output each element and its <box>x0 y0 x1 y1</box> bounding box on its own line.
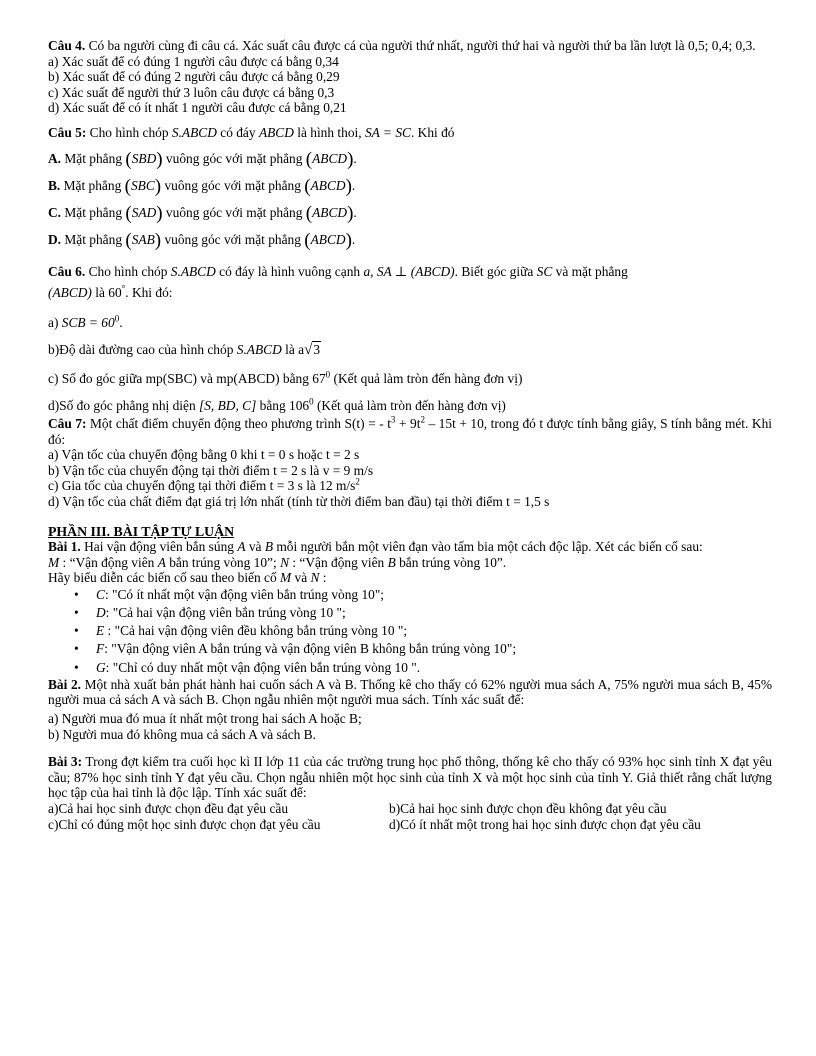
exercise-3-item-c: c)Chỉ có đúng một học sinh được chọn đạt yêu cầu <box>48 816 321 832</box>
exercise-2-stem: Bài 2. Một nhà xuất bản phát hành hai cuốn sách A và B. Thống kê cho thấy có 62% người mua sách A, 75% người mua sách B, 45% người mua cả sách A và sách B. Chọn ngẫu nhiên một người mua sách. Tính xác suất để: <box>48 676 772 708</box>
list-item: • F: "Vận động viên A bắn trúng và vận động viên B không bắn trúng vòng 10"; <box>48 640 772 658</box>
question-5-stem: Câu 5: Cho hình chóp S.ABCD có đáy ABCD là hình thoi, SA = SC. Khi đó <box>48 124 455 140</box>
question-7-item-b: b) Vận tốc của chuyển động tại thời điểm t = 2 s là v = 9 m/s <box>48 462 374 478</box>
question-5-option-d: D. Mặt phẳng (SAB) vuông góc với mặt phẳng (ABCD). <box>48 229 356 251</box>
question-4-item-d: d) Xác suất để có ít nhất 1 người câu được cá bằng 0,21 <box>48 100 347 116</box>
section-heading: PHẦN III. BÀI TẬP TỰ LUẬN <box>48 523 235 539</box>
exercise-3-item-a: a)Cả hai học sinh được chọn đều đạt yêu cầu <box>48 801 289 817</box>
question-7-item-c: c) Gia tốc của chuyển động tại thời điểm t = 3 s là 12 $m/s^2$ <box>48 476 360 494</box>
list-item: • G: "Chỉ có duy nhất một vận động viên bắn trúng vòng 10 ". <box>48 659 772 677</box>
exercise-3-title: Bài 3: <box>48 754 83 770</box>
question-4-item-c: c) Xác suất để người thứ 3 luôn câu được cá bằng 0,3 <box>48 84 335 100</box>
question-6-item-a: a) SCB = $60^0$. <box>48 313 123 330</box>
question-7-item-a: a) Vận tốc của chuyển động bằng 0 khi t = 0 s hoặc t = 2 s <box>48 447 360 463</box>
question-4-item-b: b) Xác suất để có đúng 2 người câu được cá bằng 0,29 <box>48 69 340 85</box>
exercise-1-stem: Bài 1. Hai vận động viên bắn súng A và B mỗi người bắn một viên đạn vào tấm bia một cách độc lập. Xét các biến cố sau: <box>48 539 703 555</box>
question-5-title: Câu 5: <box>48 124 87 140</box>
exercise-2 <box>48 677 772 742</box>
exercise-1-ask: Hãy biểu diễn các biến cố sau theo biến cố M và N : <box>48 570 327 586</box>
question-4 <box>48 38 772 116</box>
exercise-3-items-row-1 <box>48 801 772 817</box>
list-item: • D: "Cả hai vận động viên bắn trúng vòng 10 "; <box>48 604 772 622</box>
question-7-title: Câu 7: <box>48 415 87 431</box>
exercise-3-item-d: d)Có ít nhất một trong hai học sinh được chọn đạt yêu cầu <box>389 816 701 832</box>
question-7-stem: Câu 7: Một chất điểm chuyển động theo phương trình S(t) = - $t^3 + 9t^2 - 15t + 10$, trong đó t được tính bằng giây, S tính bằng mét. Khi đó: <box>48 414 772 447</box>
question-5-option-a: A. Mặt phẳng (SBD) vuông góc với mặt phẳng (ABCD). <box>48 148 357 170</box>
exercise-3-item-b: b)Cả hai học sinh được chọn đều không đạt yêu cầu <box>389 801 667 817</box>
exercise-1-event-list <box>48 586 772 677</box>
question-6-item-c: c) Số đo góc giữa mp(SBC) và mp(ABCD) bằng $67^0$ (Kết quả làm tròn đến hàng đơn vị) <box>48 369 523 386</box>
exercise-1-title: Bài 1. <box>48 539 81 555</box>
question-5-option-c: C. Mặt phẳng (SAD) vuông góc với mặt phẳng (ABCD). <box>48 202 357 224</box>
question-6-item-d: d)Số đo góc phẳng nhị diện [S, BD, C] bằng $106^0$ (Kết quả làm tròn đến hàng đơn vị) <box>48 396 506 414</box>
exercise-2-item-a: a) Người mua đó mua ít nhất một trong hai sách A hoặc B; <box>48 711 362 727</box>
question-6-stem: Câu 6. Cho hình chóp S.ABCD có đáy là hình vuông cạnh a, SA ⊥ (ABCD). Biết góc giữa SC và mặt phẳng (ABCD) là 60°. Khi đó: <box>48 263 628 300</box>
list-item: • C: "Có ít nhất một vận động viên bắn trúng vòng 10"; <box>48 586 772 604</box>
question-6-item-b: b)Độ dài đường cao của hình chóp S.ABCD là a√3 <box>48 342 321 359</box>
question-7 <box>48 416 772 510</box>
question-5-option-b: B. Mặt phẳng (SBC) vuông góc với mặt phẳng (ABCD). <box>48 175 356 197</box>
question-4-item-a: a) Xác suất để có đúng 1 người câu được cá bằng 0,34 <box>48 53 339 69</box>
exercise-3-items-row-2 <box>48 817 772 833</box>
exercise-3-stem: Bài 3: Trong đợt kiểm tra cuối học kì II lớp 11 của các trường trung học phổ thông, thống kê cho thấy có 93% học sinh tỉnh X đạt yêu cầu; 87% học sinh tỉnh Y đạt yêu cầu. Chọn ngẫu nhiên một học sinh của tỉnh X và một học sinh của tỉnh Y. Giả thiết rằng chất lượng học tập của hai tỉnh là độc lập. Tính xác suất để: <box>48 754 772 801</box>
exercise-1 <box>48 539 772 677</box>
question-6-title: Câu 6. <box>48 263 86 279</box>
question-4-title: Câu 4. <box>48 38 86 53</box>
question-4-stem: Câu 4. Có ba người cùng đi câu cá. Xác suất câu được cá của người thứ nhất, người thứ hai và người thứ ba lần lượt là 0,5; 0,4; 0,3. <box>48 38 756 53</box>
list-item: • E : "Cả hai vận động viên đều không bắn trúng vòng 10 "; <box>48 622 772 640</box>
question-6 <box>48 261 772 414</box>
question-5 <box>48 125 772 249</box>
document-page <box>48 38 772 832</box>
question-7-item-d: d) Vận tốc của chất điểm đạt giá trị lớn nhất (tính từ thời điểm ban đầu) tại thời điểm t = 1,5 s <box>48 493 550 509</box>
exercise-2-title: Bài 2. <box>48 676 82 692</box>
exercise-2-item-b: b) Người mua đó không mua cả sách A và sách B. <box>48 726 316 742</box>
exercise-3 <box>48 754 772 832</box>
exercise-1-events-def: M : “Vận động viên A bắn trúng vòng 10”; N : “Vận động viên B bắn trúng vòng 10”. <box>48 554 507 570</box>
